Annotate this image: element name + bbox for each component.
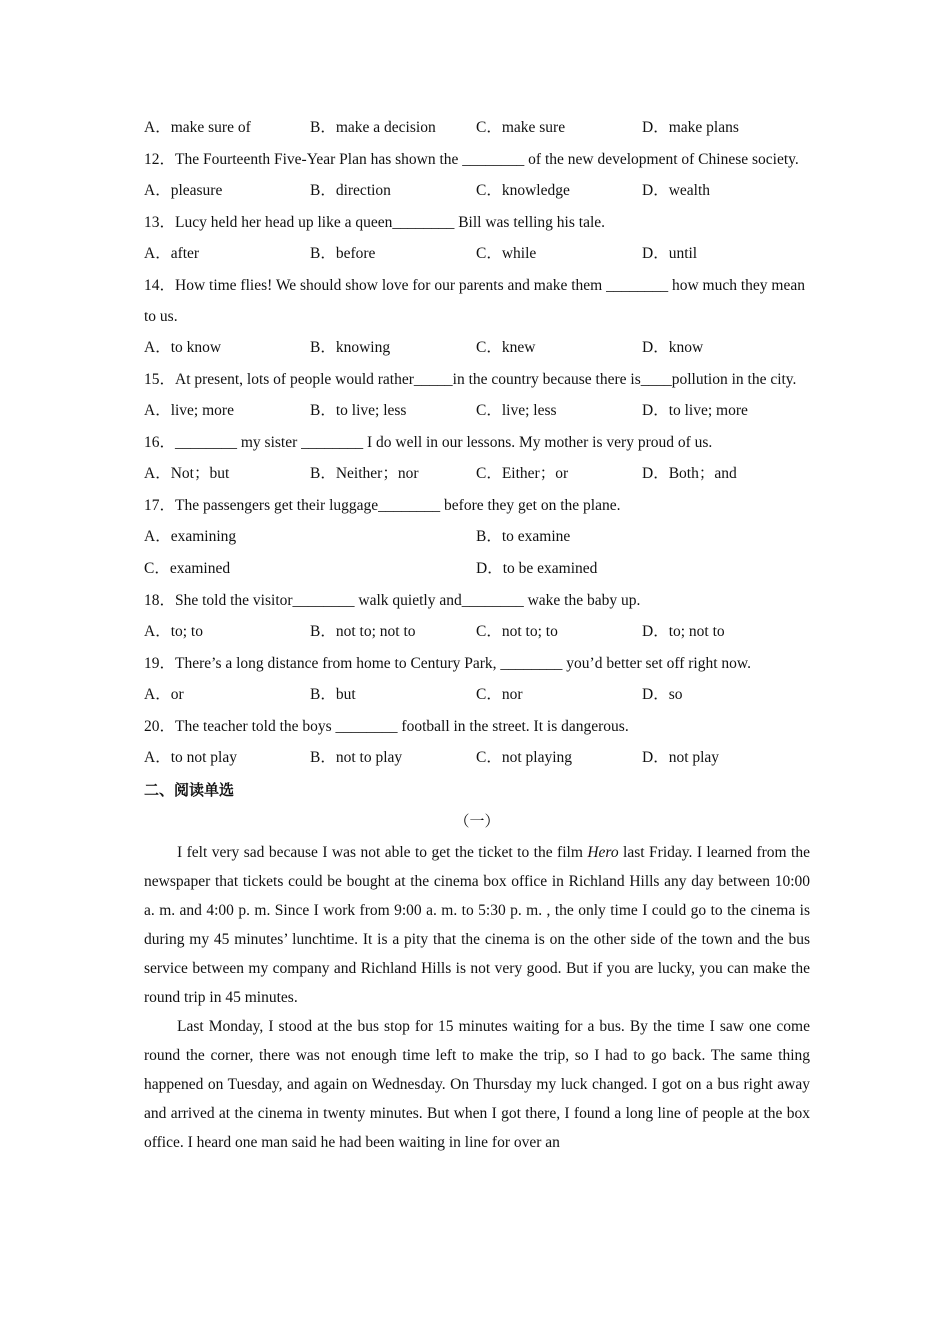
q18-option-c: C．not to; to	[476, 623, 558, 640]
passage-paragraph-1	[144, 838, 810, 1012]
q16-option-a: A．Not；but	[144, 465, 230, 482]
q14-option-c: C．knew	[476, 339, 536, 356]
q16-option-d: D．Both；and	[642, 465, 737, 482]
q14-option-a: A．to know	[144, 339, 222, 356]
q11-option-d: D．make plans	[642, 119, 739, 136]
q13-text: 13．Lucy held her head up like a queen________ Bill was telling his tale.	[144, 214, 606, 231]
q15-option-c: C．live; less	[476, 402, 557, 419]
q20-options	[144, 742, 810, 774]
content-area	[144, 112, 810, 1157]
q16-text: 16．________ my sister ________ I do well in our lessons. My mother is very proud of us.	[144, 434, 713, 451]
q19-option-d: D．so	[642, 686, 683, 703]
q16-option-c: C．Either；or	[476, 465, 569, 482]
q11-option-b: B．make a decision	[310, 119, 436, 136]
q19-options	[144, 679, 810, 711]
q17-option-a: A．examining	[144, 528, 237, 545]
q15-option-a: A．live; more	[144, 402, 234, 419]
q14-options	[144, 332, 810, 364]
q18-options	[144, 616, 810, 648]
q16-option-b: B．Neither；nor	[310, 465, 419, 482]
q20-option-c: C．not playing	[476, 749, 573, 766]
q13-option-d: D．until	[642, 245, 698, 262]
passage-number: （一）	[454, 814, 500, 830]
passage-p1-end: last Friday. I learned from the newspaper that tickets could be bought at the cinema box office in Richland Hills any day between 10:00 a. m. and 4:00 p. m. Since I work from 9:00 a. m. to 5:30 p. m. , the only time I could go to the cinema is during my 45 minutes’ lunchtime. It is a pity that the cinema is on the other side of the town and the bus service between my company and Richland Hills is not very good. But if you are lucky, you can make the round trip in 45 minutes.	[144, 844, 810, 1006]
q13-option-c: C．while	[476, 245, 537, 262]
q18-option-b: B．not to; not to	[310, 623, 416, 640]
q17-option-c: C．examined	[144, 560, 231, 577]
q12-options	[144, 175, 810, 207]
q17-option-d: D．to be examined	[476, 560, 598, 577]
q16-options	[144, 458, 810, 490]
q20-text: 20．The teacher told the boys ________ football in the street. It is dangerous.	[144, 718, 629, 735]
q20-option-d: D．not play	[642, 749, 720, 766]
q13-options	[144, 238, 810, 270]
q18-text: 18．She told the visitor________ walk quietly and________ wake the baby up.	[144, 592, 641, 609]
q19-option-b: B．but	[310, 686, 356, 703]
q19-option-c: C．nor	[476, 686, 523, 703]
q15-option-d: D．to live; more	[642, 402, 748, 419]
q17-options-row1	[144, 521, 810, 553]
q12-option-d: D．wealth	[642, 182, 711, 199]
q14-text: 14．How time flies! We should show love for our parents and make them ________ how much they mean to us.	[144, 277, 805, 325]
film-title: Hero	[587, 844, 619, 861]
q19-option-a: A．or	[144, 686, 184, 703]
q11-options	[144, 112, 810, 144]
q15-option-b: B．to live; less	[310, 402, 407, 419]
q14-option-d: D．know	[642, 339, 704, 356]
passage-p1-start: I felt very sad because I was not able to get the ticket to the film	[177, 844, 588, 861]
q12-option-a: A．pleasure	[144, 182, 223, 199]
q12-option-b: B．direction	[310, 182, 391, 199]
q13-option-b: B．before	[310, 245, 376, 262]
q19-text: 19．There’s a long distance from home to Century Park, ________ you’d better set off right now.	[144, 655, 751, 672]
q11-option-c: C．make sure	[476, 119, 566, 136]
q14-option-b: B．knowing	[310, 339, 391, 356]
q18-option-d: D．to; not to	[642, 623, 725, 640]
q12-text: 12．The Fourteenth Five-Year Plan has shown the ________ of the new development of Chinese society.	[144, 151, 799, 168]
passage-paragraph-2: Last Monday, I stood at the bus stop for 15 minutes waiting for a bus. By the time I saw one come round the corner, there was not enough time left to make the trip, so I had to go back. The same thing happened on Tuesday, and again on Wednesday. On Thursday my luck changed. I got on a bus right away and arrived at the cinema in twenty minutes. But when I got there, I found a long line of people at the box office. I heard one man said he had been waiting in line for over an	[144, 1018, 810, 1151]
q20-option-b: B．not to play	[310, 749, 403, 766]
q11-option-a: A．make sure of	[144, 119, 251, 136]
q15-text: 15．At present, lots of people would rather_____in the country because there is____pollution in the city.	[144, 371, 797, 388]
q18-option-a: A．to; to	[144, 623, 203, 640]
q17-option-b: B．to examine	[476, 528, 571, 545]
q12-option-c: C．knowledge	[476, 182, 570, 199]
q13-option-a: A．after	[144, 245, 200, 262]
q20-option-a: A．to not play	[144, 749, 237, 766]
q15-options	[144, 395, 810, 427]
q17-text: 17．The passengers get their luggage________ before they get on the plane.	[144, 497, 621, 514]
section-heading: 二、阅读单选	[144, 781, 235, 799]
q17-options-row2	[144, 553, 810, 585]
